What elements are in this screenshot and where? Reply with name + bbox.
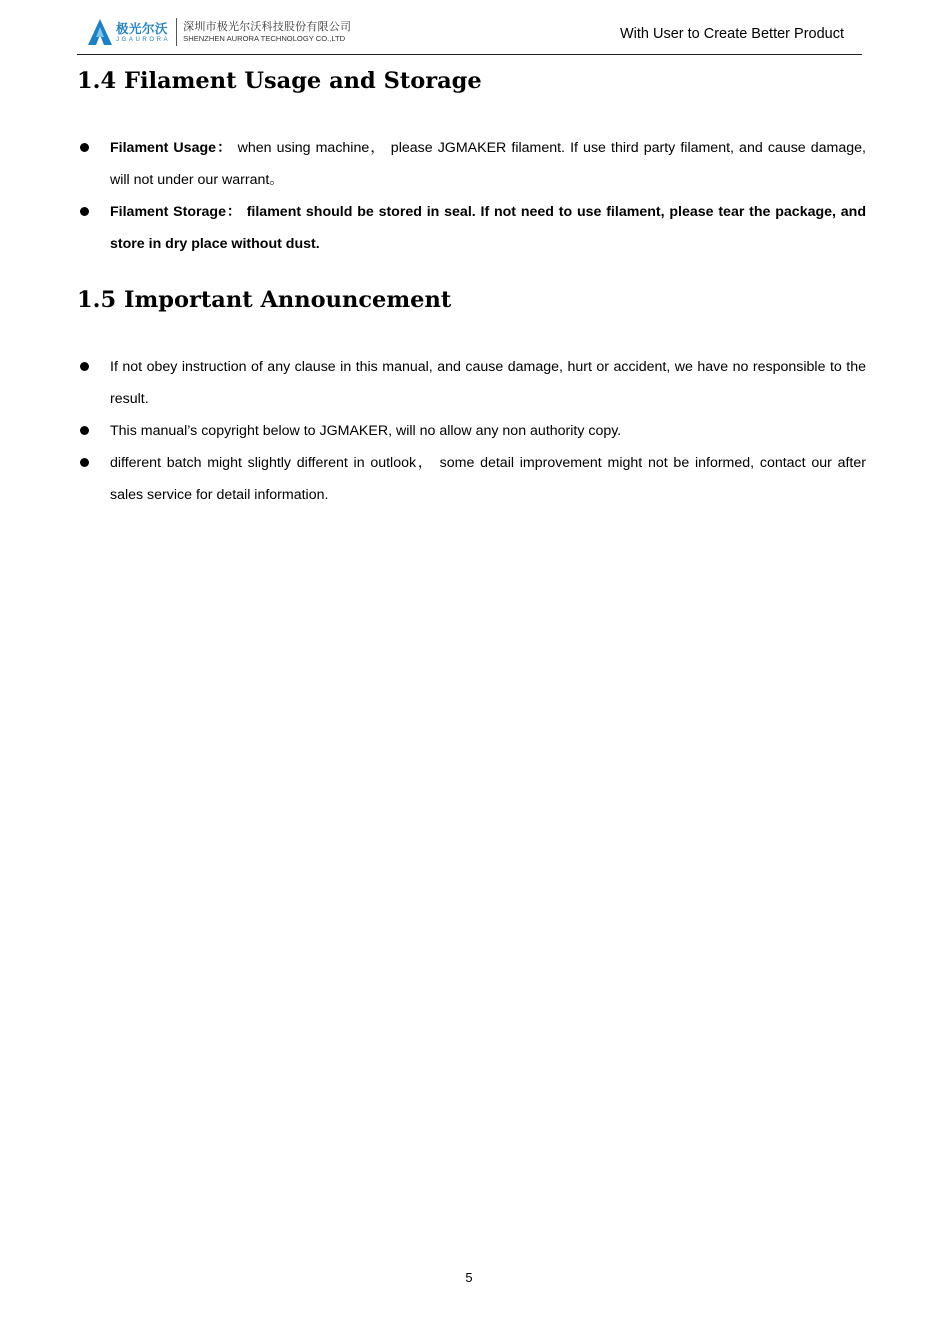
page-number: 5 <box>465 1270 473 1285</box>
logo-brand <box>116 21 170 44</box>
company-logo <box>87 15 351 49</box>
item-text: If not obey instruction of any clause in this manual, and cause damage, hurt or accident, we have no responsible to the result. <box>110 359 866 407</box>
logo-brand-en: JGAURORA <box>116 36 171 43</box>
item-text: filament should be stored in seal. If not need to use filament, please tear the package, and store in dry place without dust. <box>110 204 866 252</box>
list-item <box>77 196 866 260</box>
header-tagline: With User to Create Better Product <box>619 26 844 42</box>
company-name <box>183 20 351 44</box>
item-label: Filament Storage： <box>110 204 242 220</box>
announcement-list <box>77 351 866 511</box>
bullet-icon <box>80 143 89 152</box>
bullet-icon <box>80 362 89 371</box>
logo-brand-cn: 极光尔沃 <box>116 20 169 36</box>
item-text: This manual’s copyright below to JGMAKER, will no allow any non authority copy. <box>110 423 622 439</box>
item-text: when using machine， please JGMAKER filament. If use third party filament, and cause damage, will not under our warrant。 <box>110 140 866 188</box>
company-name-cn: 深圳市极光尔沃科技股份有限公司 <box>183 20 352 33</box>
aurora-logo-icon <box>87 18 113 46</box>
list-item <box>77 132 866 196</box>
filament-list <box>77 132 866 260</box>
bullet-icon <box>80 458 89 467</box>
logo-divider <box>176 18 177 46</box>
section-title-1-5: 1.5 Important Announcement <box>77 287 452 313</box>
company-name-en: SHENZHEN AURORA TECHNOLOGY CO.,LTD <box>183 34 346 43</box>
section-title-1-4: 1.4 Filament Usage and Storage <box>77 68 482 94</box>
item-label: Filament Usage： <box>110 140 233 156</box>
page-header <box>77 12 862 55</box>
item-text: different batch might slightly different in outlook， some detail improvement might not be informed, contact our after sales service for detail information. <box>110 455 866 503</box>
list-item <box>77 415 866 447</box>
list-item <box>77 447 866 511</box>
bullet-icon <box>80 426 89 435</box>
bullet-icon <box>80 207 89 216</box>
list-item <box>77 351 866 415</box>
